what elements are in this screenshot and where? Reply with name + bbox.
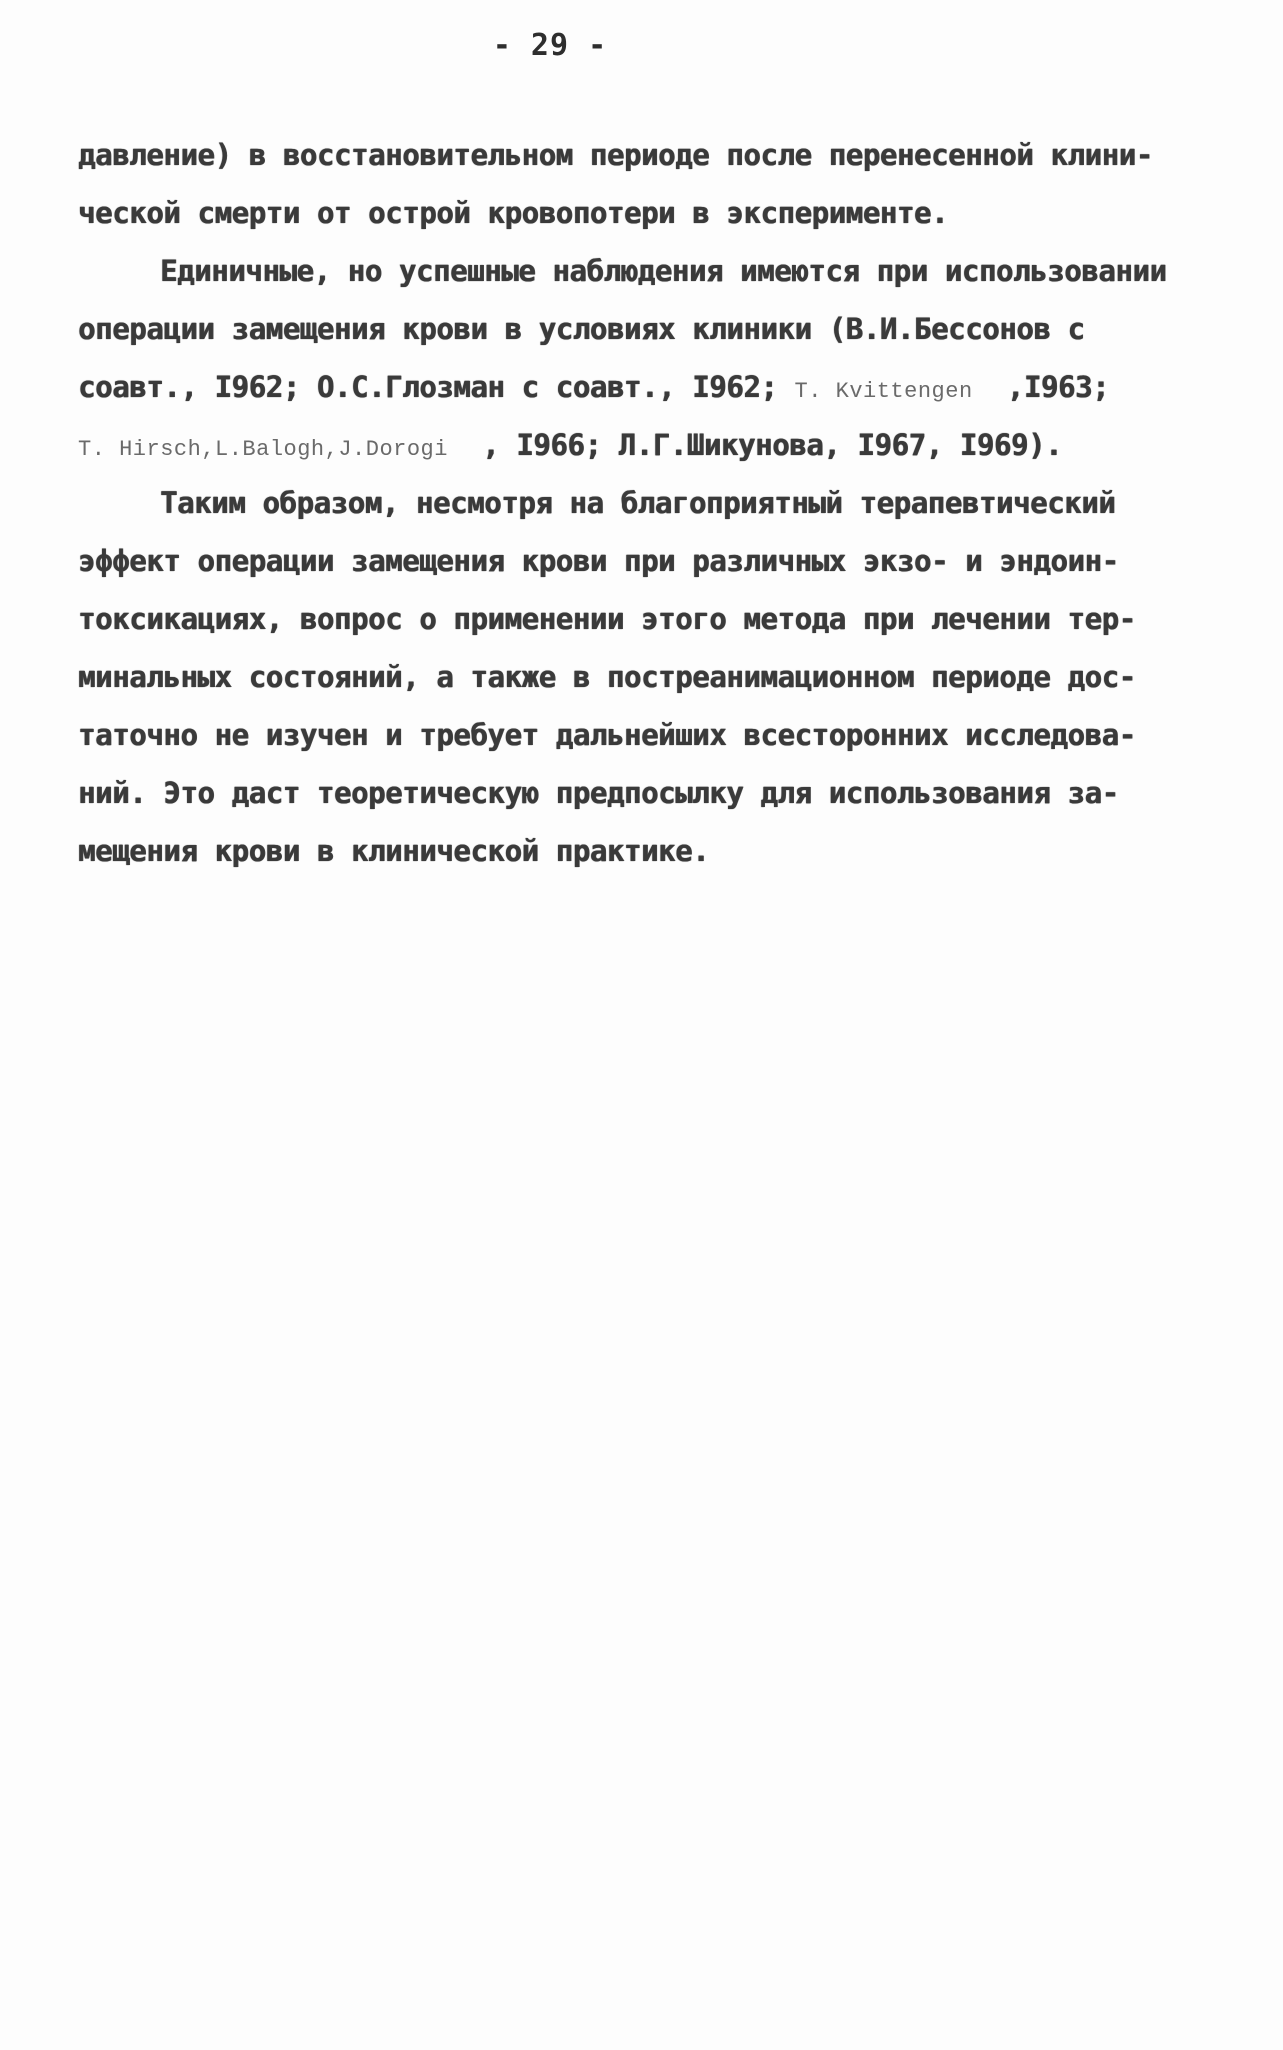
paragraph-start-line: Единичные, но успешные наблюдения имеются при использовании	[160, 254, 1167, 288]
text-line: мещения крови в клинической практике.	[78, 834, 710, 868]
text-line: эффект операции замещения крови при различных экзо- и эндоин-	[78, 544, 1119, 578]
page-number: - 29 -	[492, 28, 608, 63]
text-line-with-citation	[78, 425, 1062, 470]
text-line: давление) в восстановительном периоде после перенесенной клини-	[78, 138, 1153, 172]
citation-text: соавт., I962; О.С.Глозман с соавт., I962;	[78, 370, 778, 404]
citation-text: , I966; Л.Г.Шикунова, I967, I969).	[482, 428, 1063, 462]
paragraph-start-line: Таким образом, несмотря на благоприятный терапевтический	[160, 486, 1116, 520]
text-line: минальных состояний, а также в постреанимационном периоде дос-	[78, 660, 1136, 694]
text-line: ний. Это даст теоретическую предпосылку для использования за-	[78, 776, 1119, 810]
citation-year: ,I963;	[1006, 370, 1110, 404]
text-line: таточно не изучен и требует дальнейших всесторонних исследова-	[78, 718, 1136, 752]
latin-authors: T. Hirsch,L.Balogh,J.Dorogi	[78, 437, 448, 462]
latin-author: T. Kvittengen	[794, 379, 973, 404]
text-line: токсикациях, вопрос о применении этого метода при лечении тер-	[78, 602, 1136, 636]
text-line-with-citation	[78, 367, 1109, 412]
text-line: ческой смерти от острой кровопотери в эксперименте.	[78, 196, 949, 230]
text-line: операции замещения крови в условиях клиники (В.И.Бессонов с	[78, 312, 1085, 346]
